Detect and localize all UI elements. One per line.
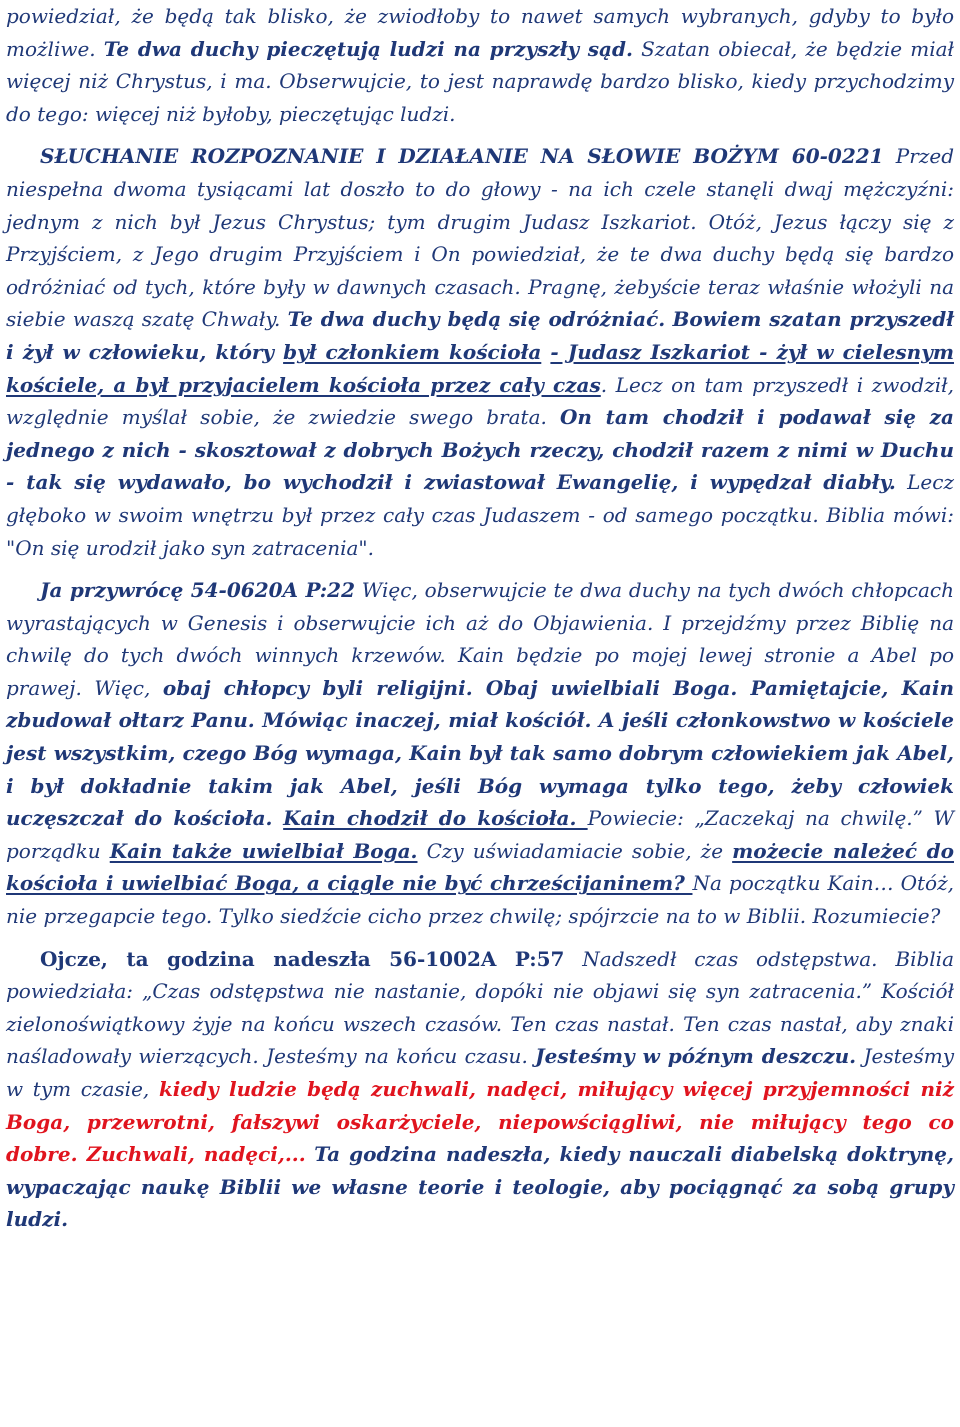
text-segment: Lecz głęboko w swoim wnętrzu był przez cały czas Judaszem - od samego początku. Biblia mówi: "On się urodził jako syn zatracenia". xyxy=(6,470,954,560)
text-segment: kiedy ludzie będą zuchwali, nadęci, miłujący więcej przyjemności niż Boga, przewrotni, fałszywi oskarżyciele, niepowściągliwi, nie miłujący tego co dobre. Zuchwali, nadęci,... xyxy=(6,1077,954,1167)
text-segment: Ja przywrócę 54-0620A P:22 xyxy=(40,578,355,603)
text-segment: On tam chodził i podawał się za jednego z nich - skosztował z dobrych Bożych rzeczy, chodził razem z nimi w Duchu - tak się wydawało, bo wychodził i zwiastował Ewangelię, i wypędzał diabły. xyxy=(6,405,954,495)
text-segment: Jesteśmy w późnym deszczu. xyxy=(535,1044,857,1069)
text-segment xyxy=(665,307,672,331)
text-segment: Czy uświadamiacie sobie, że xyxy=(417,838,733,863)
text-segment: Powiecie: „Zaczekaj na chwilę.” W porządku xyxy=(6,806,955,863)
text-segment: był członkiem kościoła xyxy=(283,339,542,364)
text-segment: powiedział, że będą tak blisko, że zwiodłoby to nawet samych wybranych, gdyby to było możliwe. xyxy=(6,4,954,61)
paragraph-4-ojcze xyxy=(6,943,954,1236)
text-segment: SŁUCHANIE ROZPOZNANIE I DZIAŁANIE NA SŁOWIE BOŻYM 60-0221 xyxy=(40,144,884,169)
text-segment: obaj chłopcy byli religijni. Obaj uwielbiali Boga. Pamiętajcie, Kain zbudował ołtarz Panu. Mówiąc inaczej, miał kościół. A jeśli członkowstwo w kościele jest wszystkim, czego Bóg wymaga, Kain był tak samo dobrym człowiekiem jak Abel, i był dokładnie takim jak Abel, jeśli Bóg wymaga tylko tego, żeby człowiek uczęszczał do kościoła. xyxy=(6,675,954,831)
text-segment: Więc, obserwujcie te dwa duchy na tych dwóch chłopcach wyrastających w Genesis i obserwujcie ich aż do Objawienia. I przejdźmy przez Biblię na chwilę do tych dwóch winnych krzewów. Kain będzie po mojej lewej stronie a Abel po prawej. Więc, xyxy=(6,578,954,700)
paragraph-1 xyxy=(6,0,954,130)
text-segment: - Judasz Iszkariot - żył w cielesnym kościele, a był przyjacielem kościoła przez cały czas xyxy=(6,339,955,397)
text-segment: Jesteśmy w tym czasie, xyxy=(6,1044,955,1101)
text-segment: Nadszedł czas odstępstwa. Biblia powiedziała: „Czas odstępstwa nie nastanie, dopóki nie objawi się syn zatracenia.” Kościół zielonoświątkowy żyje na końcu wszech czasów. Ten czas nastał. Ten czas nastał, aby znaki naśladowały wierzących. Jesteśmy na końcu czasu. xyxy=(6,946,954,1069)
paragraph-3-ja-przywroce xyxy=(6,574,954,933)
text-segment: Przed niespełna dwoma tysiącami lat doszło to do głowy - na ich czele stanęli dwaj mężczyźni: jednym z nich był Jezus Chrystus; tym drugim Judasz Iszkariot. Otóż, Jezus łączy się z Przyjściem, z Jego drugim Przyjściem i On powiedział, że te dwa duchy będą się bardzo odróżniać od tych, które były w dawnych czasach. Pragnę, żebyście teraz właśnie włożyli na siebie waszą szatę Chwały. xyxy=(6,144,954,332)
text-segment: możecie należeć do kościoła i uwielbiać Boga, a ciągle nie być chrześcijaninem? xyxy=(6,838,954,896)
text-segment: Ta godzina nadeszła, kiedy nauczali diabelską doktrynę, wypaczając naukę Biblii we własne teorie i teologie, aby pociągnąć za sobą grupy ludzi. xyxy=(6,1142,954,1232)
text-segment: Te dwa duchy pieczętują ludzi na przyszły sąd. xyxy=(103,36,633,61)
text-segment: Te dwa duchy będą się odróżniać. xyxy=(287,307,666,332)
paragraph-2-sluchanie xyxy=(6,140,954,564)
text-segment: Kain chodził do kościoła. xyxy=(283,806,588,831)
text-segment xyxy=(273,806,284,830)
text-segment: Ojcze, ta godzina nadeszła 56-1002A P:57 xyxy=(40,946,565,971)
text-segment: Szatan obiecał, że będzie miał więcej niż Chrystus, i ma. Obserwujcie, to jest naprawdę bardzo blisko, kiedy przychodzimy do tego: więcej niż byłoby, pieczętując ludzi. xyxy=(6,36,955,126)
text-segment: Na początku Kain… Otóż, nie przegapcie tego. Tylko siedźcie cicho przez chwilę; spójrzcie na to w Biblii. Rozumiecie? xyxy=(6,871,954,929)
text-segment xyxy=(306,1142,314,1166)
text-segment: . Lecz on tam przyszedł i zwodził, względnie myślał sobie, że zwiedzie swego brata. xyxy=(6,372,954,430)
text-segment: Kain także uwielbiał Boga. xyxy=(109,838,418,863)
text-segment: Bowiem szatan przyszedł i żył w człowieku, który xyxy=(6,307,954,364)
